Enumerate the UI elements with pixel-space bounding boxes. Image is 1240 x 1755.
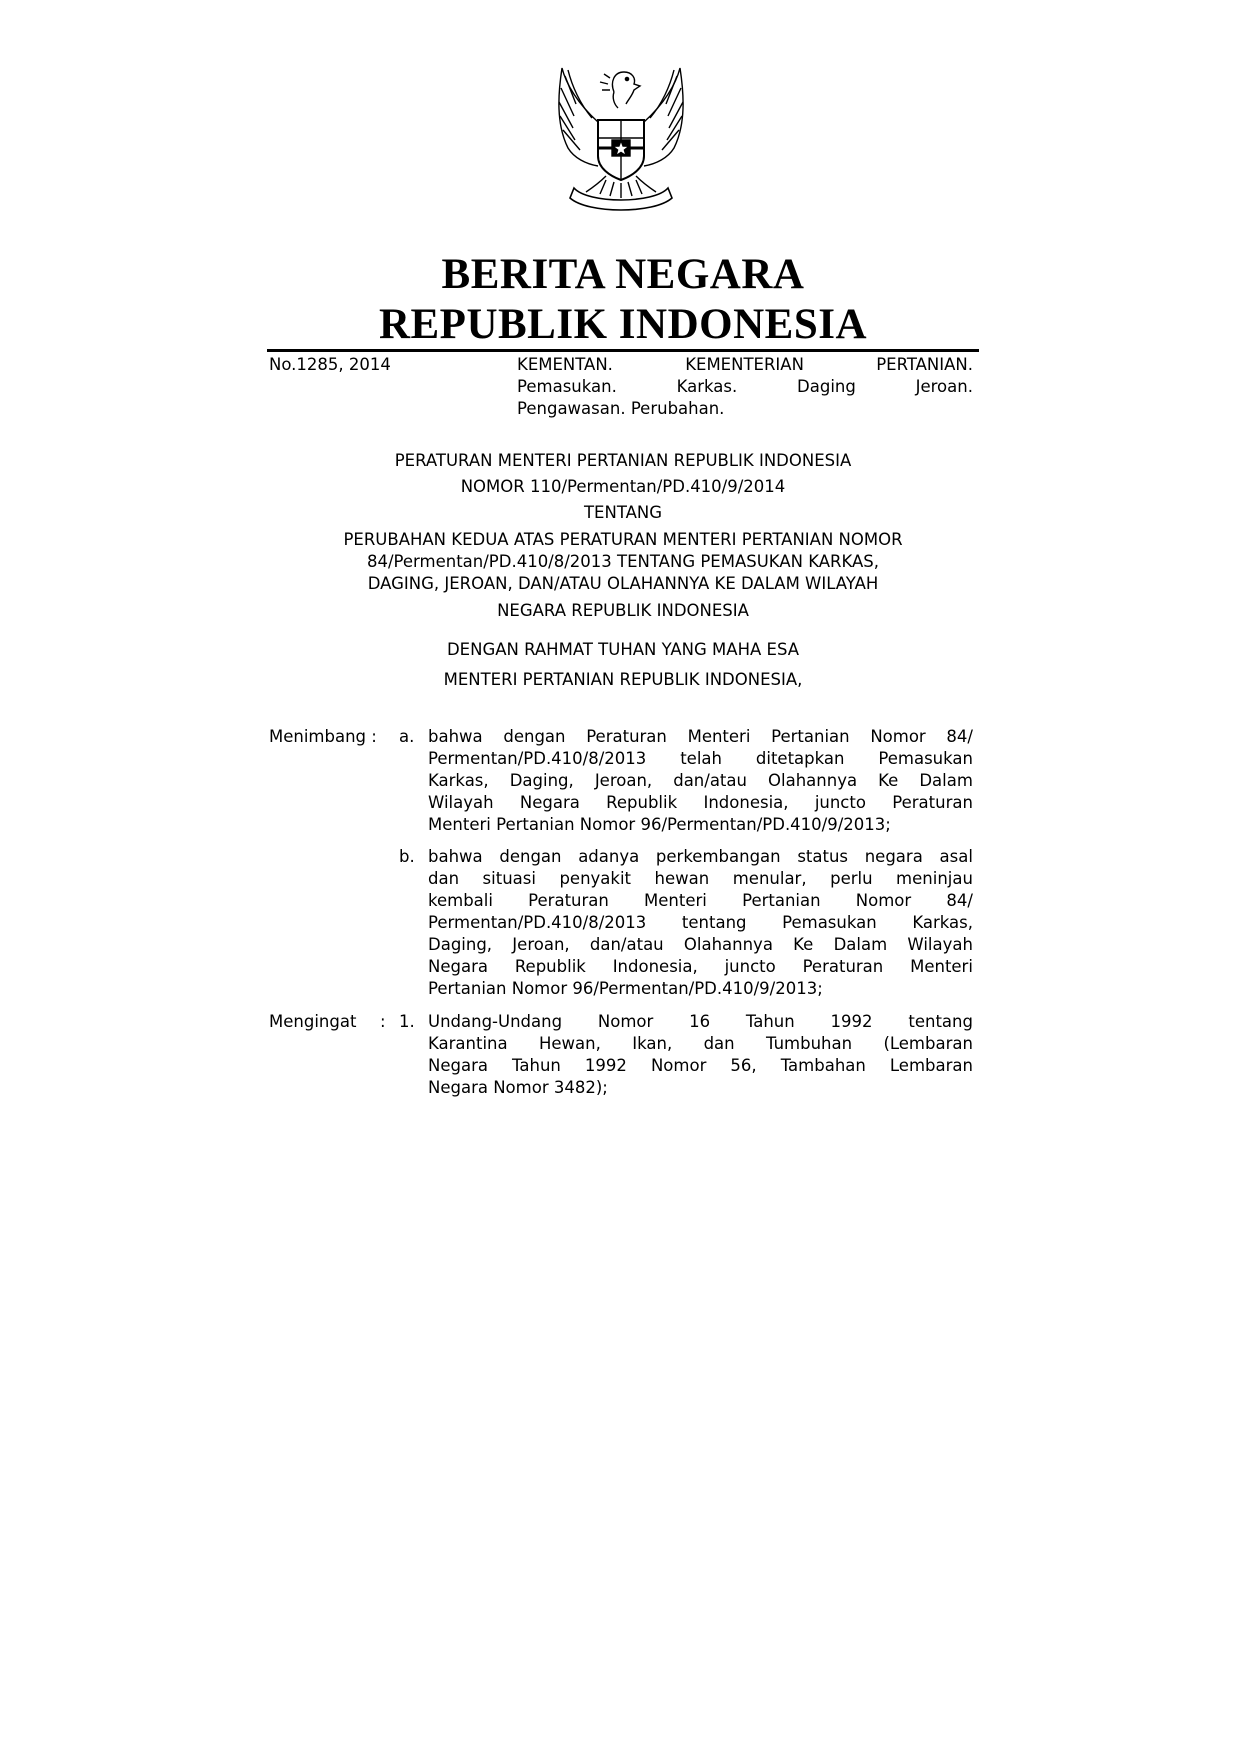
mengingat-colon: : — [380, 1012, 386, 1031]
text-word: Permentan/PD.410/8/2013 — [428, 749, 647, 768]
text-word: hewan — [654, 869, 710, 888]
text-word: menular, — [732, 869, 807, 888]
text-line — [428, 890, 973, 912]
text-word: juncto — [814, 793, 866, 812]
text-line — [428, 846, 973, 868]
item-marker: a. — [399, 727, 415, 746]
item-marker: 1. — [399, 1012, 415, 1031]
text-word: Pertanian — [742, 891, 821, 910]
text-word: Tahun — [512, 1056, 561, 1075]
text-word: Lembaran — [889, 1056, 973, 1075]
title-line: PERUBAHAN KEDUA ATAS PERATURAN MENTERI PERTANIAN NOMOR — [343, 530, 903, 549]
text-word: Pemasukan — [782, 913, 877, 932]
subject-word: KEMENTERIAN — [685, 355, 804, 374]
text-word: 16 — [689, 1012, 711, 1031]
text-word: bahwa — [428, 727, 483, 746]
masthead-subtitle: REPUBLIK INDONESIA — [378, 301, 868, 348]
item-marker: b. — [399, 847, 415, 866]
menimbang-item-b — [428, 846, 973, 1000]
text-word: negara — [864, 847, 923, 866]
text-word: Nomor — [650, 1056, 707, 1075]
text-word: Menteri — [687, 727, 751, 746]
subject-word: Pemasukan. — [517, 377, 617, 396]
text-line — [428, 770, 973, 792]
text-line — [428, 912, 973, 934]
text-word: Peraturan — [528, 891, 609, 910]
text-word: dan — [428, 869, 460, 888]
text-word: Ke — [878, 771, 899, 790]
text-word: Indonesia, — [612, 957, 698, 976]
text-word: bahwa — [428, 847, 483, 866]
text-word: Nomor — [597, 1012, 654, 1031]
text-line — [428, 978, 973, 1000]
text-word: 1992 — [830, 1012, 873, 1031]
subject-line — [517, 398, 973, 420]
text-word: adanya — [578, 847, 640, 866]
text-word: Republik — [514, 957, 586, 976]
text-word: 1992 — [584, 1056, 627, 1075]
text-word: dan/atau — [673, 771, 747, 790]
title-line: DAGING, JEROAN, DAN/ATAU OLAHANNYA KE DALAM WILAYAH — [367, 574, 879, 593]
blessing: DENGAN RAHMAT TUHAN YANG MAHA ESA — [446, 640, 800, 659]
text-word: Karkas, — [428, 771, 489, 790]
text-word: status — [797, 847, 849, 866]
text-word: Pemasukan — [878, 749, 973, 768]
text-line — [428, 748, 973, 770]
text-word: dengan — [503, 727, 566, 746]
text-word: perlu — [830, 869, 873, 888]
text-word: perkembangan — [655, 847, 781, 866]
regulation-title — [268, 529, 978, 595]
text-word: penyakit — [559, 869, 632, 888]
mengingat-label: Mengingat — [269, 1012, 357, 1031]
text-word: Undang-Undang — [428, 1012, 563, 1031]
title-line: NEGARA REPUBLIK INDONESIA — [497, 601, 749, 620]
text-line — [428, 792, 973, 814]
regulation-heading: PERATURAN MENTERI PERTANIAN REPUBLIK INDONESIA — [394, 451, 852, 470]
text-word: Jeroan, — [512, 935, 570, 954]
text-word: 56, — [730, 1056, 757, 1075]
text-word: juncto — [724, 957, 776, 976]
subject-line — [517, 354, 973, 376]
issuer: MENTERI PERTANIAN REPUBLIK INDONESIA, — [443, 670, 803, 689]
text-word: Negara — [519, 793, 580, 812]
menimbang-label: Menimbang : — [269, 727, 377, 746]
text-word: Daging, — [428, 935, 493, 954]
text-word: Tahun — [745, 1012, 795, 1031]
text-word: Olahannya — [768, 771, 858, 790]
text-line — [428, 1055, 973, 1077]
text-line — [428, 726, 973, 748]
text-word: Dalam — [919, 771, 973, 790]
text-word: meninjau — [896, 869, 973, 888]
regulation-tentang: TENTANG — [583, 503, 663, 522]
text-word: Tambahan — [780, 1056, 866, 1075]
text-word: Indonesia, — [703, 793, 789, 812]
text-word: 84/ — [946, 891, 973, 910]
text-word: telah — [680, 749, 722, 768]
text-word: Menteri — [910, 957, 973, 976]
text-word: Peraturan — [892, 793, 973, 812]
text-word: Menteri — [644, 891, 707, 910]
gazette-subject — [517, 354, 973, 420]
text-word: Karkas, — [912, 913, 973, 932]
text-word: Jeroan, — [594, 771, 653, 790]
title-line: 84/Permentan/PD.410/8/2013 TENTANG PEMASUKAN KARKAS, — [366, 552, 880, 571]
garuda-emblem-icon — [548, 64, 694, 214]
text-word: Ke — [793, 935, 814, 954]
gazette-number: No.1285, 2014 — [269, 355, 391, 374]
text-word: Hewan, — [539, 1034, 601, 1053]
text-word: kembali — [428, 891, 493, 910]
text-word: Peraturan — [586, 727, 667, 746]
masthead-title: BERITA NEGARA — [441, 251, 805, 298]
subject-word: PERTANIAN. — [876, 355, 973, 374]
text-word: Olahannya — [683, 935, 773, 954]
text-word: Nomor — [855, 891, 912, 910]
text-word: Permentan/PD.410/8/2013 — [428, 913, 647, 932]
text-word: Daging, — [509, 771, 574, 790]
text-line — [428, 1077, 973, 1099]
text-line — [428, 1033, 973, 1055]
text-word: (Lembaran — [883, 1034, 973, 1053]
text-word: Nomor — [870, 727, 926, 746]
text-line — [428, 934, 973, 956]
text-word: Peraturan — [802, 957, 884, 976]
text-word: tentang — [681, 913, 747, 932]
text-word: dan/atau — [589, 935, 664, 954]
subject-word: Karkas. — [676, 377, 738, 396]
text-word: Wilayah — [428, 793, 494, 812]
subject-word: Daging — [797, 377, 856, 396]
menimbang-item-a — [428, 726, 973, 836]
subject-word: Jeroan. — [915, 377, 973, 396]
text-word: Dalam — [833, 935, 888, 954]
text-word: 84/ — [946, 727, 973, 746]
regulation-number: NOMOR 110/Permentan/PD.410/9/2014 — [460, 477, 786, 496]
text-word: asal — [939, 847, 973, 866]
text-word: Republik — [606, 793, 678, 812]
text-word: situasi — [482, 869, 536, 888]
text-word: dengan — [499, 847, 562, 866]
text-word: Negara — [428, 957, 488, 976]
text-word: Wilayah — [907, 935, 973, 954]
masthead-rule — [267, 349, 979, 352]
subject-word: KEMENTAN. — [517, 355, 613, 374]
subject-word: Pengawasan. Perubahan. — [517, 399, 725, 418]
text-word: Ikan, — [632, 1034, 673, 1053]
text-word: Negara — [428, 1056, 488, 1075]
text-word: Pertanian — [771, 727, 850, 746]
text-line-content: Pertanian Nomor 96/Permentan/PD.410/9/2013; — [428, 979, 823, 998]
text-word: Karantina — [428, 1034, 508, 1053]
text-word: dan — [703, 1034, 735, 1053]
text-word: ditetapkan — [755, 749, 845, 768]
text-line — [428, 1011, 973, 1033]
mengingat-item-1 — [428, 1011, 973, 1099]
text-line-content: Negara Nomor 3482); — [428, 1078, 608, 1097]
text-word: tentang — [908, 1012, 973, 1031]
text-line — [428, 868, 973, 890]
text-line — [428, 814, 973, 836]
text-line-content: Menteri Pertanian Nomor 96/Permentan/PD.410/9/2013; — [428, 815, 891, 834]
text-line — [428, 956, 973, 978]
text-word: Tumbuhan — [766, 1034, 853, 1053]
subject-line — [517, 376, 973, 398]
